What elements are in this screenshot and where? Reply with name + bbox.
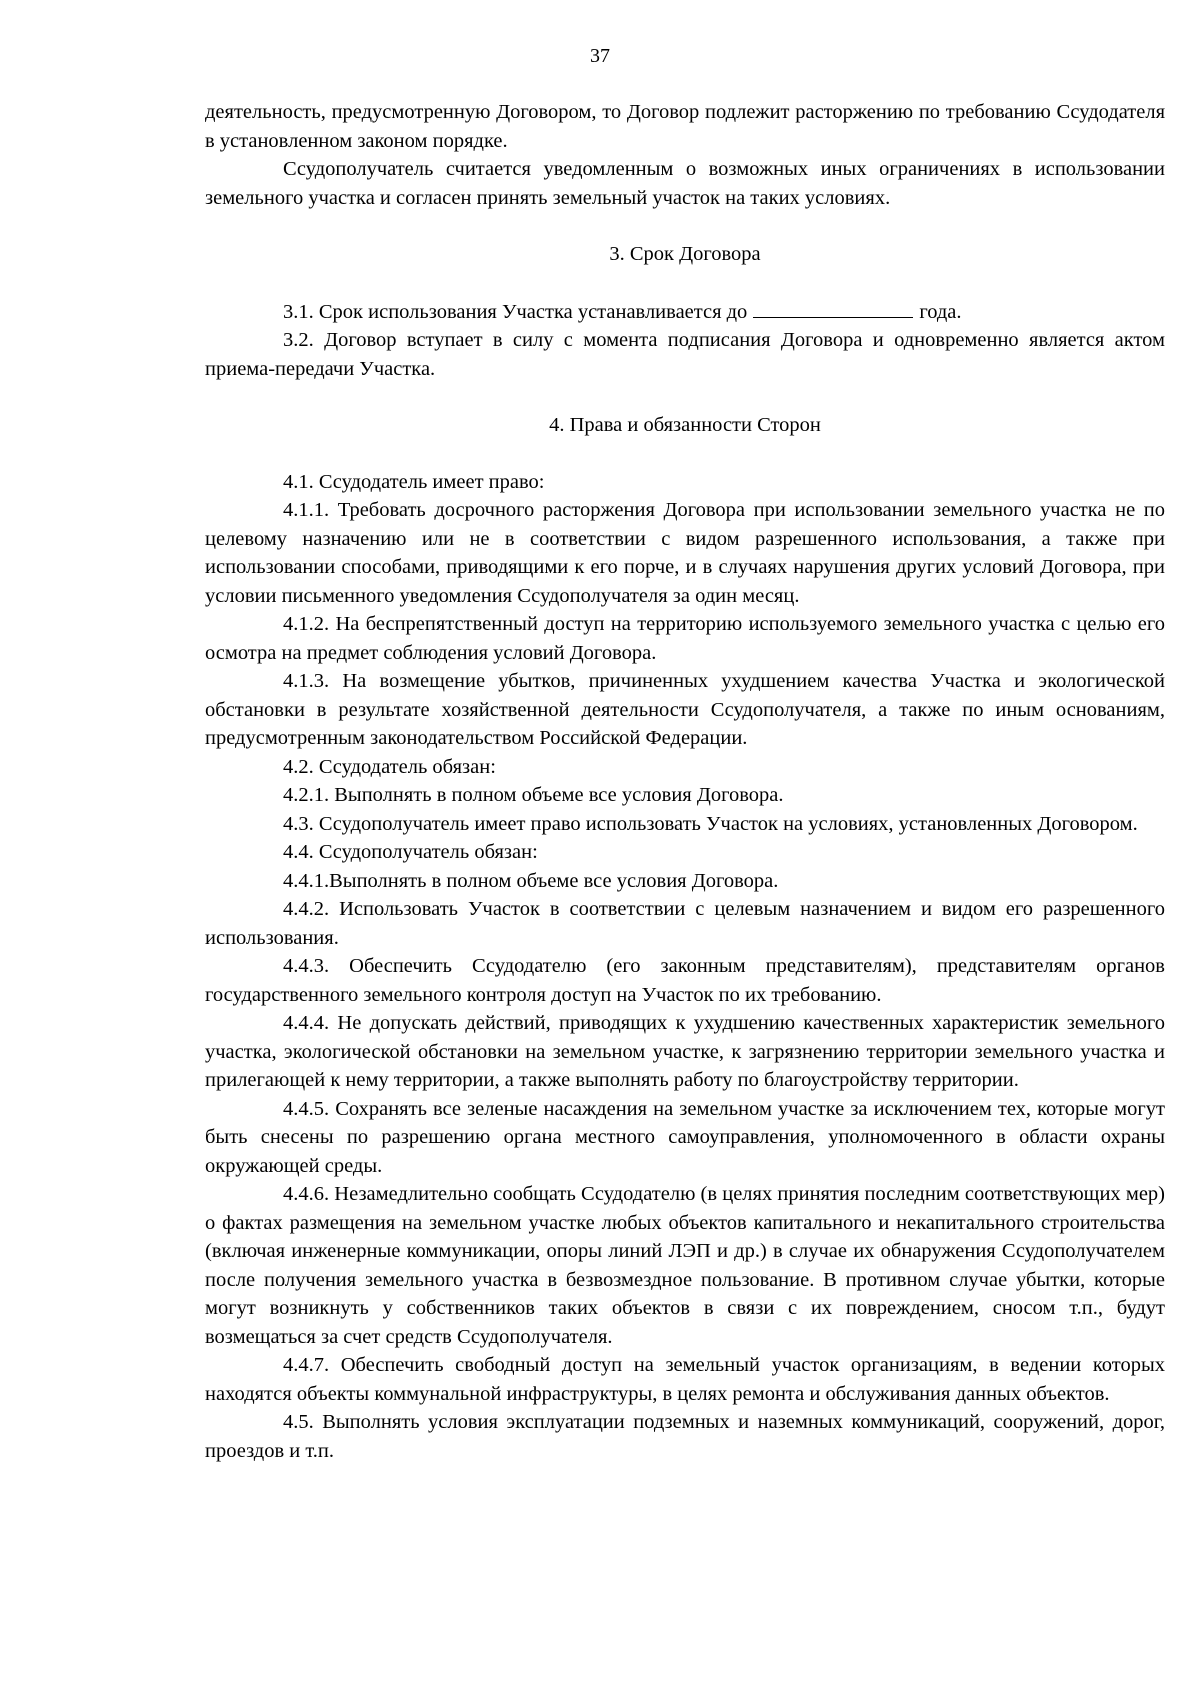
clause-4-4-5: 4.4.5. Сохранять все зеленые насаждения на земельном участке за исключением тех, которые могут быть снесены по разрешению органа местного самоуправления, уполномоченного в области охраны окружающей среды. [205, 1097, 1165, 1177]
clause-4-2-1: 4.2.1. Выполнять в полном объеме все условия Договора. [283, 784, 784, 806]
clause-4-4-6: 4.4.6. Незамедлительно сообщать Ссудодателю (в целях принятия последним соответствующих мер) о фактах размещения на земельном участке любых объектов капитального и некапитального строительства (включая инженерные коммуникации, опоры линий ЛЭП и др.) в случае их обнаружения Ссудополучателем после получения земельного участка в безвозмездное пользование. В противном случае убытки, которые могут возникнуть у собственников таких объектов в связи с их повреждением, сносом т.п., будут возмещаться за счет средств Ссудополучателя. [205, 1183, 1165, 1348]
section-4-title: 4. Права и обязанности Сторон [549, 414, 821, 436]
clause-4-4: 4.4. Ссудополучатель обязан: [283, 841, 538, 863]
intro-paragraph-2: Ссудополучатель считается уведомленным о возможных иных ограничениях в использовании земельного участка и согласен принять земельный участок на таких условиях. [205, 158, 1165, 209]
clause-4-3: 4.3. Ссудополучатель имеет право использовать Участок на условиях, установленных Договором. [283, 812, 1138, 835]
clause-4-1-3: 4.1.3. На возмещение убытков, причиненных ухудшением качества Участка и экологической обстановки в результате хозяйственной деятельности Ссудополучателя, а также по иным основаниям, предусмотренным законодательством Российской Федерации. [205, 670, 1165, 749]
section-3-title: 3. Срок Договора [609, 243, 761, 265]
clause-4-5: 4.5. Выполнять условия эксплуатации подземных и наземных коммуникаций, сооружений, дорог, проездов и т.п. [205, 1411, 1165, 1462]
document-body [205, 98, 1165, 1465]
clause-3-2: 3.2. Договор вступает в силу с момента подписания Договора и одновременно является актом приема-передачи Участка. [205, 329, 1165, 380]
page-number: 37 [590, 45, 610, 67]
clause-4-2: 4.2. Ссудодатель обязан: [283, 755, 496, 778]
clause-4-4-3: 4.4.3. Обеспечить Ссудодателю (его законным представителям), представителям органов государственного земельного контроля доступ на Участок по их требованию. [205, 955, 1165, 1006]
clause-4-4-4: 4.4.4. Не допускать действий, приводящих к ухудшению качественных характеристик земельного участка, экологической обстановки на земельном участке, к загрязнению территории земельного участка и прилегающей к нему территории, а также выполнять работу по благоустройству территории. [205, 1012, 1165, 1091]
clause-4-4-7: 4.4.7. Обеспечить свободный доступ на земельный участок организациям, в ведении которых находятся объекты коммунальной инфраструктуры, в целях ремонта и обслуживания данных объектов. [205, 1354, 1165, 1405]
clause-4-1: 4.1. Ссудодатель имеет право: [283, 470, 545, 493]
clause-3-1 [205, 297, 1165, 327]
term-blank-field [753, 297, 913, 318]
clause-3-1-suffix: года. [919, 300, 962, 323]
clause-4-4-1: 4.4.1.Выполнять в полном объеме все условия Договора. [283, 869, 779, 892]
clause-4-1-1: 4.1.1. Требовать досрочного расторжения Договора при использовании земельного участка не по целевому назначению или не в соответствии с видом разрешенного использования, а также при использовании способами, приводящими к его порче, и в случаях нарушения других условий Договора, при условии письменного уведомления Ссудополучателя за один месяц. [205, 499, 1165, 607]
intro-paragraph-1: деятельность, предусмотренную Договором, то Договор подлежит расторжению по требованию Ссудодателя в установленном законом порядке. [205, 101, 1165, 152]
clause-4-4-2: 4.4.2. Использовать Участок в соответствии с целевым назначением и видом его разрешенного использования. [205, 898, 1165, 949]
clause-3-1-text: 3.1. Срок использования Участка устанавливается до [283, 300, 748, 323]
clause-4-1-2: 4.1.2. На беспрепятственный доступ на территорию используемого земельного участка с целью его осмотра на предмет соблюдения условий Договора. [205, 613, 1165, 664]
